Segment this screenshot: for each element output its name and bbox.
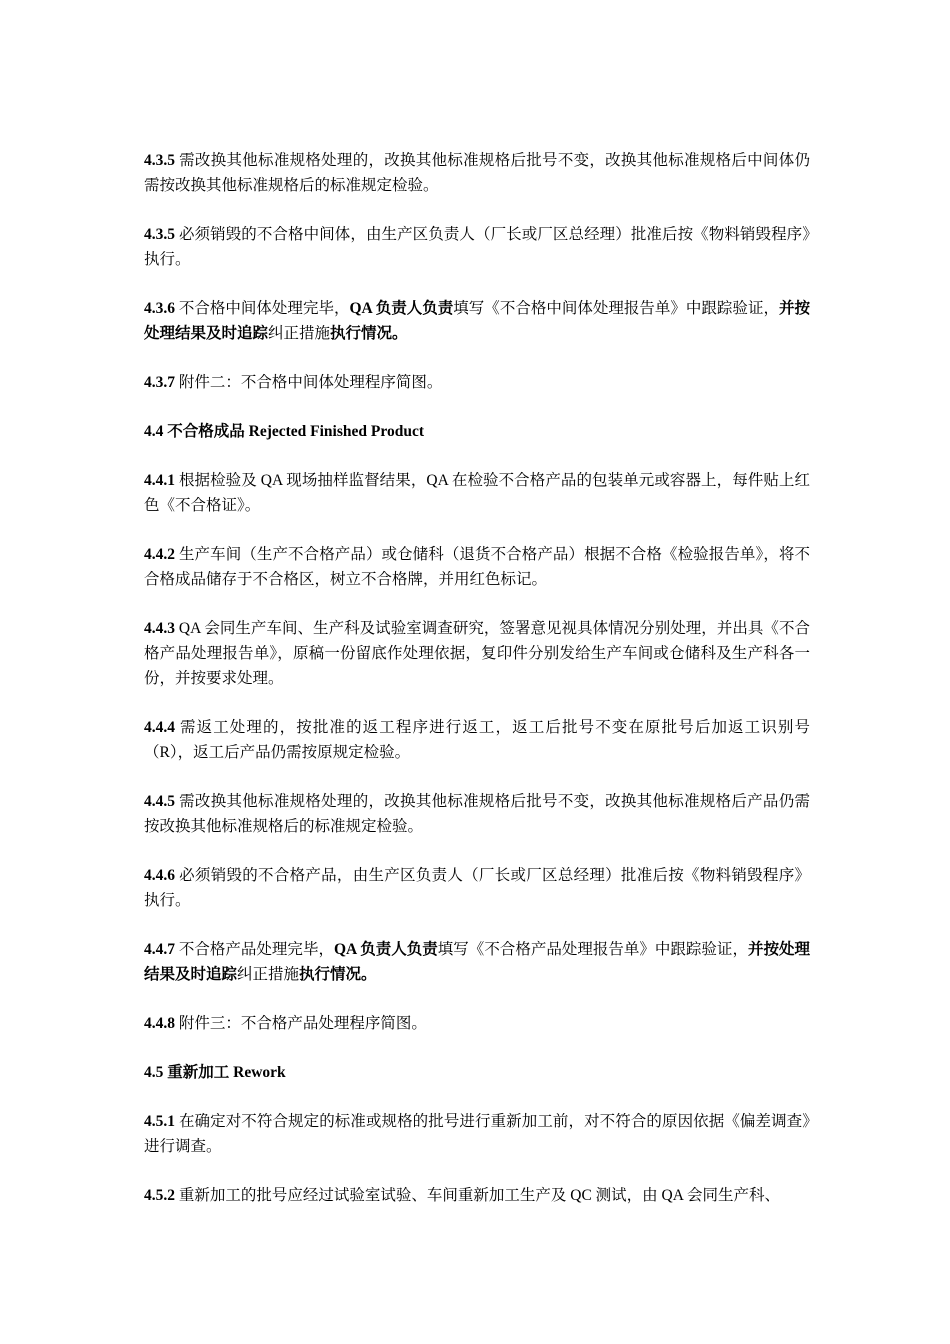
bold-text: 执行情况。 [299, 966, 377, 983]
clause-text: 需改换其他标准规格处理的，改换其他标准规格后批号不变，改换其他标准规格后产品仍需按改换其他标准规格后的标准规定检验。 [144, 793, 810, 835]
bold-text: QA 负责人负责 [349, 300, 454, 317]
bold-text: 不合格成品 Rejected Finished Product [163, 423, 424, 440]
clause-text: QA 会同生产车间、生产科及试验室调查研究，签署意见视具体情况分别处理，并出具《不合格产品处理报告单》，原稿一份留底作处理依据，复印件分别发给生产车间或仓储科及生产科各一份，并按要求处理。 [144, 620, 810, 687]
clause-paragraph [144, 1109, 810, 1159]
clause-paragraph [144, 715, 810, 765]
clause-text: 纠正措施 [268, 325, 331, 342]
bold-text: 重新加工 Rework [163, 1064, 286, 1081]
clause-number: 4.5 [144, 1064, 164, 1081]
clause-number: 4.5.1 [144, 1113, 175, 1130]
clause-paragraph [144, 1183, 810, 1208]
bold-text: 并按处理结果及时追踪 [144, 300, 810, 342]
clause-paragraph [144, 616, 810, 691]
clause-paragraph [144, 222, 810, 272]
clause-text: 附件二：不合格中间体处理程序简图。 [175, 374, 443, 391]
section-heading [144, 1060, 810, 1085]
clause-number: 4.3.7 [144, 374, 175, 391]
clause-text: 附件三：不合格产品处理程序简图。 [175, 1015, 427, 1032]
clause-text: 必须销毁的不合格产品，由生产区负责人（厂长或厂区总经理）批准后按《物料销毁程序》执行。 [144, 867, 810, 909]
bold-text: 并按处理结果及时追踪 [144, 941, 810, 983]
clause-number: 4.5.2 [144, 1187, 175, 1204]
clause-text: 在确定对不符合规定的标准或规格的批号进行重新加工前，对不符合的原因依据《偏差调查》进行调查。 [144, 1113, 810, 1155]
clause-paragraph [144, 1011, 810, 1036]
clause-paragraph [144, 148, 810, 198]
clause-paragraph [144, 468, 810, 518]
clause-paragraph [144, 789, 810, 839]
clause-number: 4.4.4 [144, 719, 175, 736]
clause-text: 填写《不合格产品处理报告单》中跟踪验证， [437, 941, 748, 958]
clause-text: 必须销毁的不合格中间体，由生产区负责人（厂长或厂区总经理）批准后按《物料销毁程序》执行。 [144, 226, 810, 268]
clause-number: 4.3.6 [144, 300, 175, 317]
clause-paragraph [144, 370, 810, 395]
clause-number: 4.4.3 [144, 620, 175, 637]
clause-number: 4.4.8 [144, 1015, 175, 1032]
clause-text: 不合格产品处理完毕， [175, 941, 334, 958]
clause-number: 4.4.5 [144, 793, 175, 810]
clause-paragraph [144, 937, 810, 987]
clause-text: 重新加工的批号应经过试验室试验、车间重新加工生产及 QC 测试，由 QA 会同生产科、 [175, 1187, 780, 1204]
clause-text: 生产车间（生产不合格产品）或仓储科（退货不合格产品）根据不合格《检验报告单》，将不合格成品储存于不合格区，树立不合格牌，并用红色标记。 [144, 546, 810, 588]
clause-text: 纠正措施 [237, 966, 300, 983]
clause-number: 4.4.2 [144, 546, 175, 563]
clause-number: 4.4.6 [144, 867, 175, 884]
clause-text: 根据检验及 QA 现场抽样监督结果，QA 在检验不合格产品的包装单元或容器上，每件贴上红色《不合格证》。 [144, 472, 810, 514]
clause-text: 需改换其他标准规格处理的，改换其他标准规格后批号不变，改换其他标准规格后中间体仍需按改换其他标准规格后的标准规定检验。 [144, 152, 810, 194]
bold-text: QA 负责人负责 [333, 941, 438, 958]
clause-text: 不合格中间体处理完毕， [175, 300, 350, 317]
clause-paragraph [144, 296, 810, 346]
clause-number: 4.4.7 [144, 941, 175, 958]
clause-number: 4.4.1 [144, 472, 175, 489]
clause-text: 填写《不合格中间体处理报告单》中跟踪验证， [453, 300, 779, 317]
clause-number: 4.3.5 [144, 152, 175, 169]
clause-number: 4.4 [144, 423, 164, 440]
clause-paragraph [144, 863, 810, 913]
clause-text: 需返工处理的，按批准的返工程序进行返工，返工后批号不变在原批号后加返工识别号（R），返工后产品仍需按原规定检验。 [144, 719, 810, 761]
bold-text: 执行情况。 [330, 325, 408, 342]
section-heading [144, 419, 810, 444]
clause-number: 4.3.5 [144, 226, 175, 243]
clause-paragraph [144, 542, 810, 592]
document-page [144, 148, 810, 1232]
